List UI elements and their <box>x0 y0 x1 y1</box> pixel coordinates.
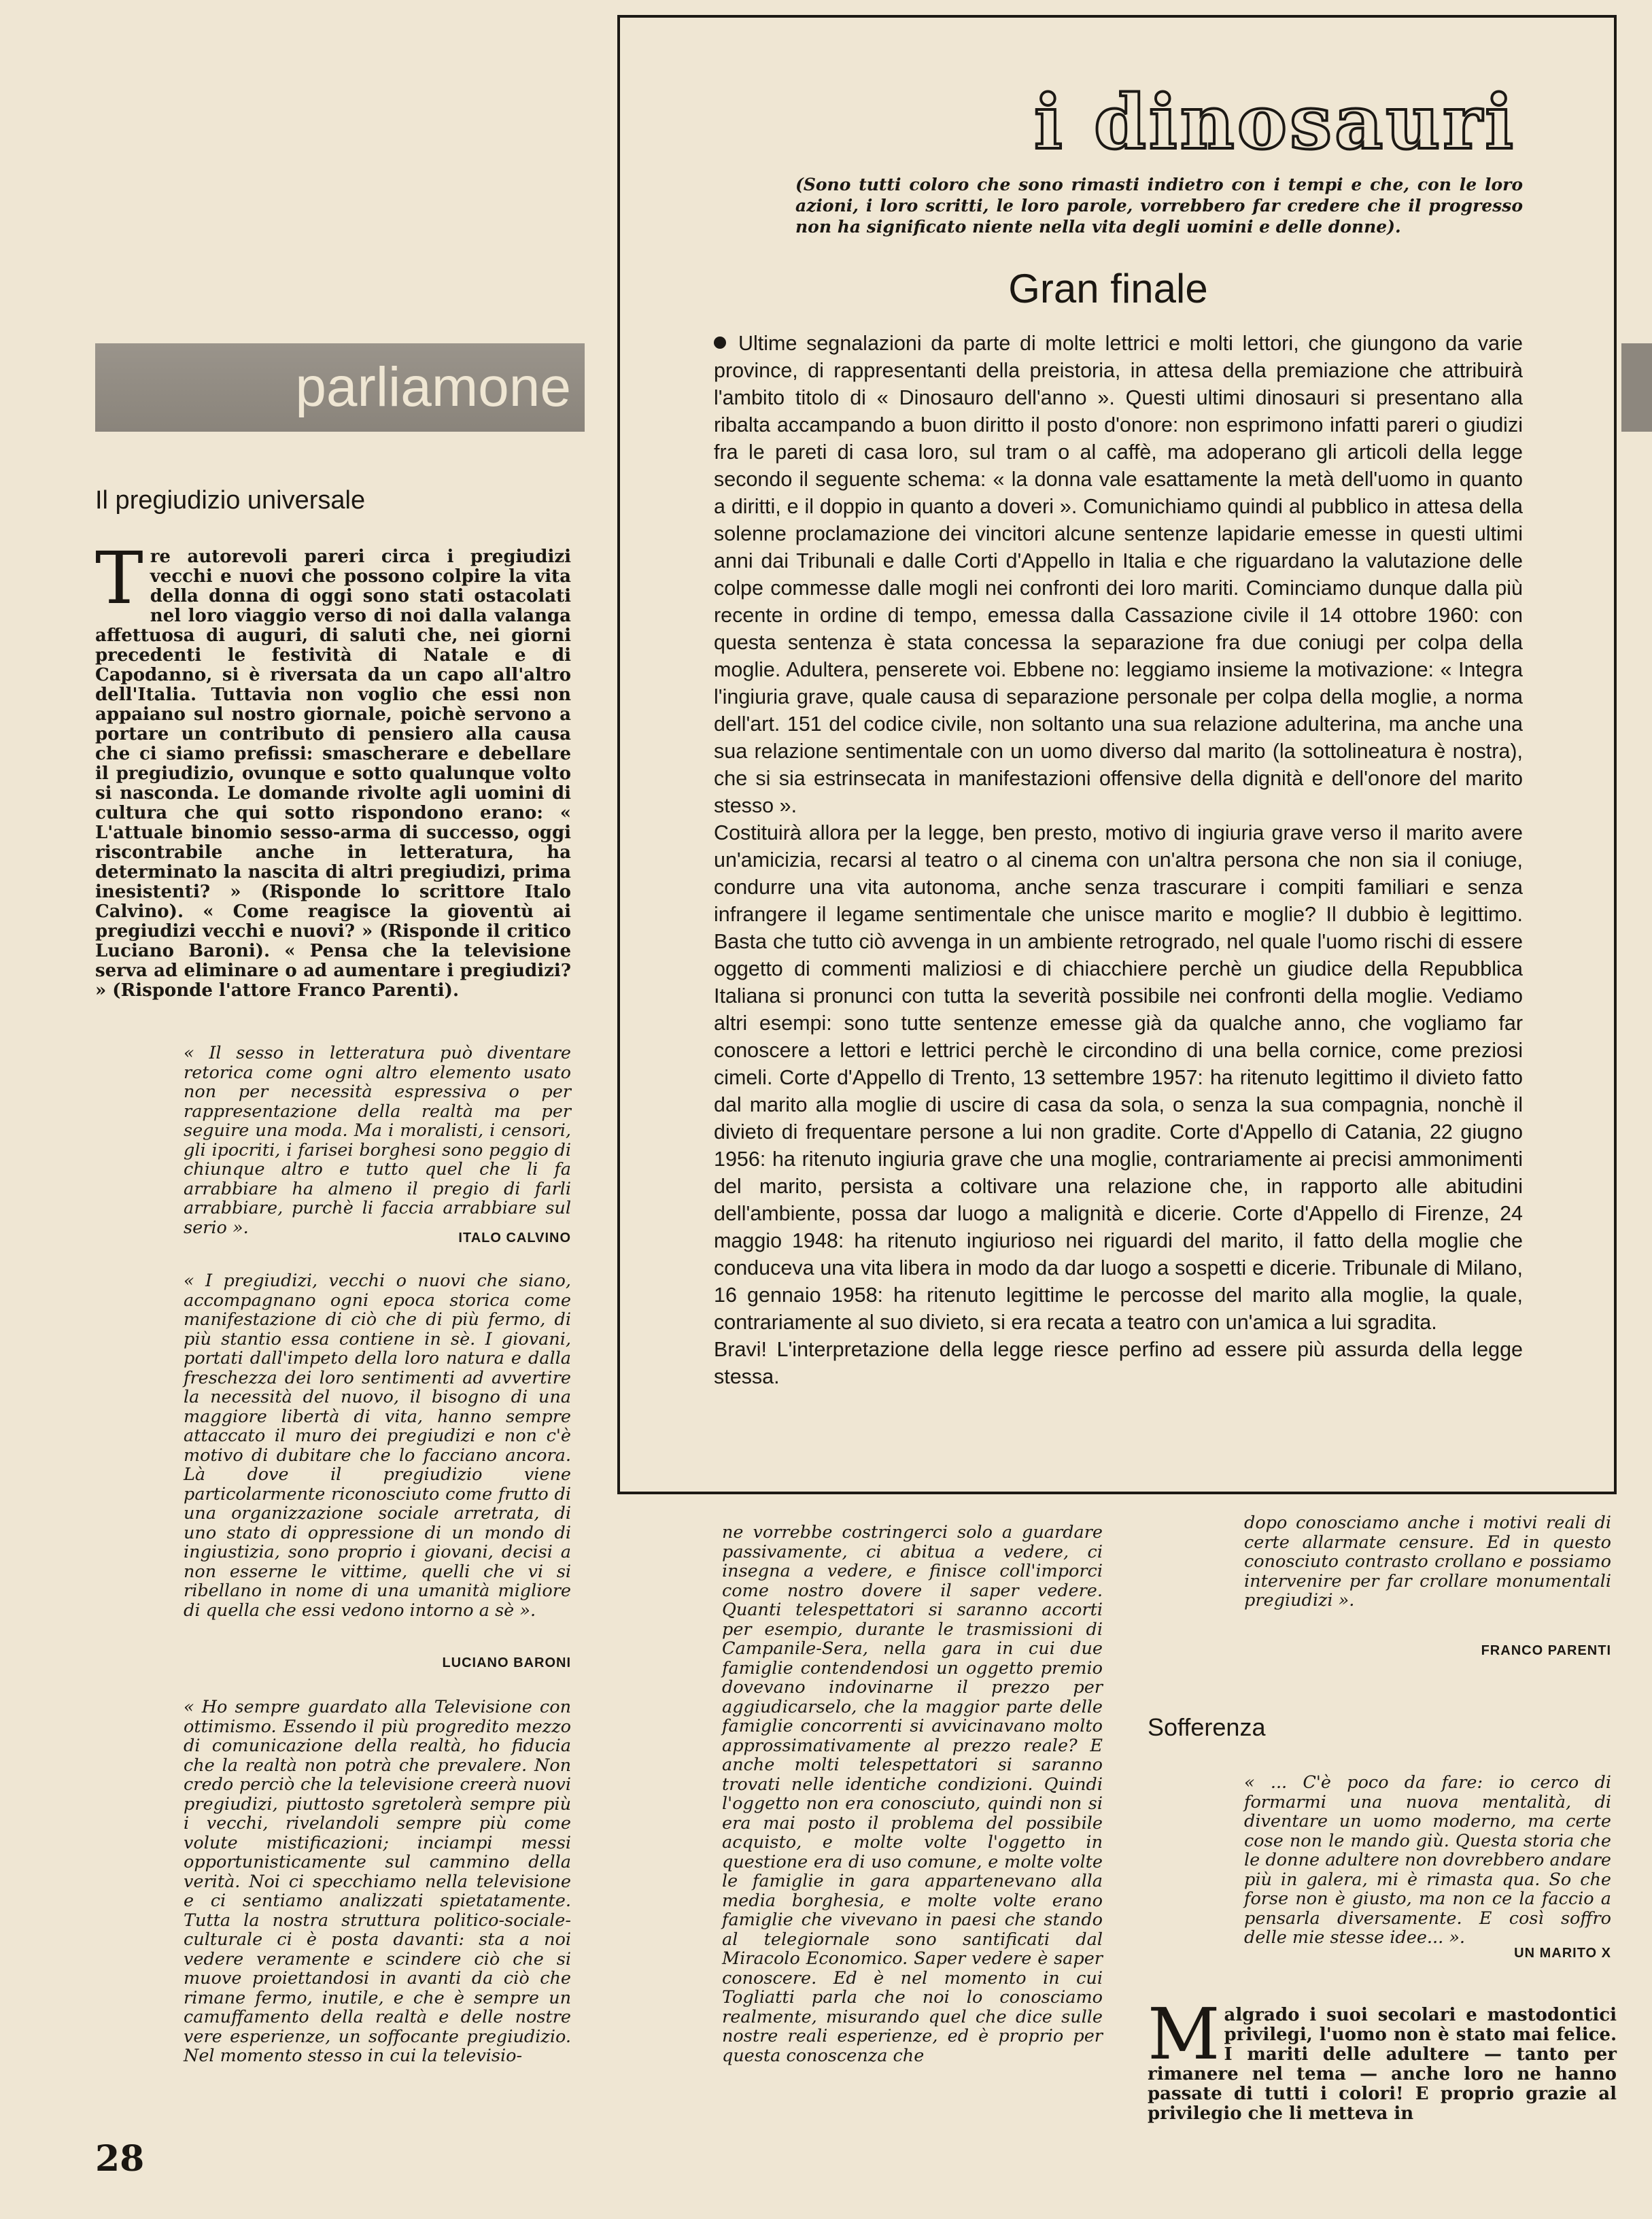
drop-cap: M <box>1148 1993 1220 2076</box>
bullet-icon <box>714 337 726 349</box>
intro-text: re autorevoli pareri circa i pregiudizi vecchi e nuovi che possono colpire la vita della donna di oggi sono stati ostacolati nel loro viaggio verso di noi dalla valanga affettuosa di auguri, di saluti che, nei giorni precedenti le festività di Natale e di Capodanno, si è riversata da un capo all'altro dell'Italia. Tuttavia non voglio che essi non appaiano sul nostro giornale, poichè servono a portare un contributo di pensiero alla causa che ci siamo prefissi: smascherare e debellare il pregiudizio, ovunque e sotto qualunque volto si nasconda. Le domande rivolte agli uomini di cultura che qui sotto rispondono erano: « L'attuale binomio sesso-arma di successo, oggi riscontrabile anche in letteratura, ha determinato la nascita di altri pregiudizi, prima inesistenti? » (Risponde lo scrittore Italo Calvino). « Come reagisce la gioventù ai pregiudizi vecchi e nuovi? » (Risponde il critico Luciano Baroni). « Pensa che la televisione serva ad eliminare o ad aumentare i pregiudizi? » (Risponde l'attore Franco Parenti). <box>95 547 571 1001</box>
quote-baroni: « I pregiudizi, vecchi o nuovi che siano, accompagnano ogni epoca storica come manifestazione di ciò che di più fermo, di più stantio essa contiene in sè. I giovani, portati dall'impeto della loro natura e dalla freschezza dei loro sentimenti ad avvertire la necessità del nuovo, il bisogno di una maggiore libertà di vita, hanno sempre attaccato il muro dei pregiudizi e non c'è motivo di dubitare che lo facciano ancora. Là dove il pregiudizio viene particolarmente riconosciuto come frutto di una organizzazione sociale arretrata, di uno stato di oppressione di un mondo di ingiustizia, sono proprio i giovani, decisi a non esserne le vittime, quelli che vi si ribellano in nome di una umanità migliore di quella che essi vedono intorno a sè ». <box>184 1271 571 1621</box>
sofferenza-body <box>1148 1993 1617 2124</box>
article-title: Il pregiudizio universale <box>95 486 366 515</box>
parliamone-title: parliamone <box>295 356 571 418</box>
author-calvino: ITALO CALVINO <box>458 1231 571 1245</box>
quote-parenti-part3: dopo conosciamo anche i motivi reali di certe allarmate censure. Ed in questo conosciuto contrasto crollano e possiamo intervenire per far crollare monumentali pregiudizi ». <box>1244 1513 1611 1611</box>
article-intro <box>95 536 571 1001</box>
author-parenti: FRANCO PARENTI <box>1481 1643 1611 1658</box>
page-number: 28 <box>95 2138 145 2180</box>
dinosauri-title: i dinosauri <box>1033 78 1516 166</box>
sofferenza-heading: Sofferenza <box>1148 1713 1266 1741</box>
author-marito: UN MARITO X <box>1514 1946 1611 1961</box>
sofferenza-body-text: algrado i suoi secolari e mastodontici privilegi, l'uomo non è stato mai felice. I mariti delle adultere — tanto per rimanere nel tema — anche loro ne hanno passate di tutti i colori! E proprio grazie al privilegio che li metteva in <box>1148 2005 1617 2124</box>
quote-calvino: « Il sesso in letteratura può diventare retorica come ogni altro elemento usato non per necessità espressiva o per rappresentazione della realtà ma per seguire una moda. Ma i moralisti, i censori, gli ipocriti, i farisei borghesi sono peggio di chiunque altro e tutto quel che li fa arrabbiare ha almeno il pregio di farli arrabbiare, purchè li faccia arrabbiare sul serio ». <box>184 1043 571 1238</box>
drop-cap: T <box>95 536 143 620</box>
page-edge-tab <box>1621 343 1652 432</box>
paragraph-text: Ultime segnalazioni da parte di molte lettrici e molti lettori, che giungono da varie province, di rappresentanti della preistoria, in attesa della premiazione che attribuirà l'ambito titolo di « Dinosauro dell'anno ». Questi ultimi dinosauri si presentano alla ribalta accampando a buon diritto il posto d'onore: non esprimono infatti pareri o giudizi fra le pareti di casa loro, sul tram o al caffè, ma adoperano gli articoli della legge secondo il seguente schema: « la donna vale esattamente la metà dell'uomo in quanto a diritti, e il doppio in quanto a doveri ». Comunichiamo quindi al pubblico in attesa della solenne proclamazione dei vincitori alcune sentenze lapidarie emesse in questi ultimi anni dai Tribunali e dalle Corti d'Appello in Italia e che riguardano la valutazione delle colpe commesse dalle mogli nei confronti dei loro mariti. Cominciamo dunque dalla più recente in ordine di tempo, emessa dalla Cassazione civile il 14 ottobre 1960: con questa sentenza è stata concessa la separazione fra due coniugi per colpa della moglie. Adultera, penserete voi. Ebbene no: leggiamo insieme la motivazione: « Integra l'ingiuria grave, quale causa di separazione personale per colpa della moglie, a norma dell'art. 151 del codice civile, non soltanto una sua relazione adulterina, ma anche una sua relazione sentimentale con un uomo diverso dal marito (la sottolineatura è nostra), che si sia estrinsecata in manifestazioni offensive della dignità e dell'onore del marito stesso ». <box>714 332 1523 817</box>
gran-finale-paragraph-3: Bravi! L'interpretazione della legge riesce perfino ad essere più assurda della legge stessa. <box>714 1338 1523 1388</box>
author-baroni: LUCIANO BARONI <box>442 1655 571 1670</box>
sofferenza-quote: « ... C'è poco da fare: io cerco di formarmi una nuova mentalità, di diventare un uomo moderno, ma certe cose non le mando giù. Questa storia che le donne adultere non dovrebbero andare più in galera, mi è rimasta qua. So che forse non è giusto, ma non ce la faccio a pensarla diversamente. E così soffro delle mie stesse idee... ». <box>1244 1772 1611 1948</box>
quote-parenti-part2: ne vorrebbe costringerci solo a guardare passivamente, ci abitua a vedere, ci insegna a vedere, e finisce coll'imporci come nostro dovere il saper vedere. Quanti telespettatori si saranno accorti per esempio, durante le trasmissioni di Campanile-Sera, nella gara in cui due famiglie contendendosi un oggetto premio dovevano indovinarne il prezzo per aggiudicarselo, che la maggior parte delle famiglie concorrenti si avvicinavano molto approssimativamente al prezzo reale? E anche molti telespettatori si saranno trovati nelle identiche condizioni. Quindi l'oggetto non era conosciuto, quindi non si era mai posto il problema del possibile acquisto, e molte volte l'oggetto in questione era di uso comune, e molte volte le famiglie in gara appartenevano alla media borghesia, e molte volte erano famiglie che vivevano in paesi che stando al telegiornale sono santificati dal Miracolo Economico. Saper vedere è saper conoscere. Ed è nel momento in cui Togliatti parla che noi lo conosciamo realmente, misurando quel che dice sulle nostre reali esperienze, ed è proprio per questa conoscenza che <box>722 1522 1103 2066</box>
gran-finale-paragraph-2: Costituirà allora per la legge, ben presto, motivo di ingiuria grave verso il marito avere un'amicizia, recarsi al teatro o al cinema con un'altra persona che non sia il coniuge, condurre una vita autonoma, anche senza trascurare i compiti familiari e senza infrangere il legame sentimentale che unisce marito e moglie? Il dubbio è legittimo. Basta che tutto ciò avvenga in un ambiente retrogrado, nel quale l'uomo rischi di essere oggetto di commenti maliziosi e di chiacchiere perchè un giudice della Repubblica Italiana si pronunci con tutta la severità possibile nei confronti della moglie. Vediamo altri esempi: sono tutte sentenze emesse già da qualche anno, che vogliamo far conoscere a lettori e lettrici perchè le circondino di una bella cornice, come preziosi cimeli. Corte d'Appello di Trento, 13 settembre 1957: ha ritenuto legittimo il divieto fatto dal marito alla moglie di uscire di casa da sola, o senza la sua compagnia, nonchè il divieto di frequentare persone a lui non gradite. Corte d'Appello di Catania, 22 giugno 1956: ha ritenuto ingiuria grave che una moglie, contrariamente ai precisi ammonimenti del marito, persista a coltivare una relazione che, in rapporto alle abitudini dell'ambiente, possa dar luogo a malignità e dicerie. Corte d'Appello di Firenze, 24 maggio 1948: ha ritenuto ingiurioso nei riguardi del marito, il fatto della moglie che conduceva una vita libera in modo da dar luogo a sospetti e dicerie. Tribunale di Milano, 16 gennaio 1958: ha ritenuto legittime le percosse del marito alla moglie, la quale, contrariamente al suo divieto, si era recata a teatro con un'amica a lui sgradita. <box>714 821 1523 1334</box>
gran-finale-body <box>714 330 1523 1390</box>
dinosauri-subtitle: (Sono tutti coloro che sono rimasti indietro con i tempi e che, con le loro azioni, i loro scritti, le loro parole, vorrebbero far credere che il progresso non ha significato niente nella vita degli uomini e delle donne). <box>795 175 1523 237</box>
quote-parenti-part1: « Ho sempre guardato alla Televisione con ottimismo. Essendo il più progredito mezzo di comunicazione della realtà, ho fiducia che la realtà non potrà che prevalere. Non credo perciò che la televisione creerà nuovi pregiudizi, piuttosto sgretolerà sempre più i vecchi, rivelandoli sempre più come volute mistificazioni; inciampi messi opportunisticamente sul cammino della verità. Noi ci specchiamo nella televisione e ci sentiamo analizzati spietatamente. Tutta la nostra struttura politico-sociale-culturale ci è posta davanti: sta a noi vedere veramente e scindere ciò che si muove proiettandosi in avanti da ciò che rimane fermo, inutile, e che è sempre un camuffamento della realtà e delle nostre vere esperienze, un soffocante pregiudizio. Nel momento stesso in cui la televisio- <box>184 1697 571 2066</box>
gran-finale-heading: Gran finale <box>1008 266 1208 311</box>
gran-finale-paragraph-1 <box>714 330 1523 819</box>
